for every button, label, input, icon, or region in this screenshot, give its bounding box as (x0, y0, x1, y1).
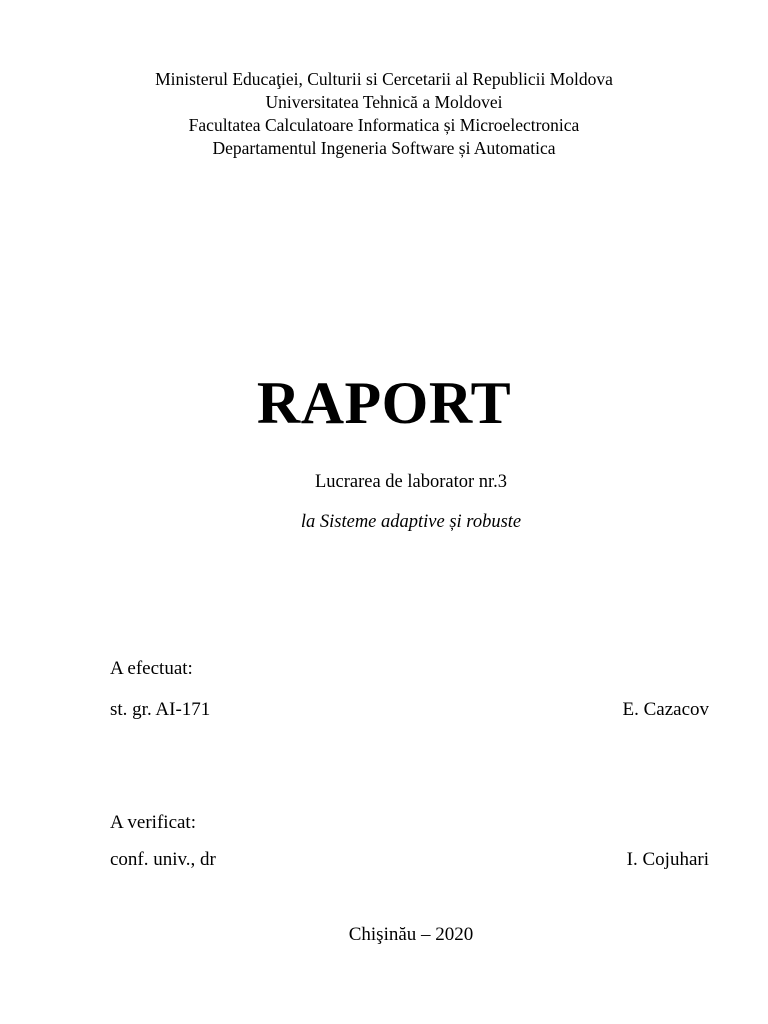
institution-header (0, 68, 768, 160)
faculty-line: Facultatea Calculatoare Informatica și Microelectronica (188, 115, 580, 135)
verified-name: I. Cojuhari (626, 849, 709, 870)
verified-role: conf. univ., dr (110, 849, 216, 870)
verified-label: A verificat: (110, 812, 196, 833)
ministry-line: Ministerul Educaţiei, Culturii si Cercetarii al Republicii Moldova (155, 69, 613, 89)
place-date-footer: Chişinău – 2020 (348, 924, 474, 945)
lab-work-subtitle: Lucrarea de laborator nr.3 (314, 472, 508, 492)
department-line: Departamentul Ingeneria Software și Automatica (212, 138, 556, 158)
university-line: Universitatea Tehnică a Moldovei (265, 92, 503, 112)
document-title: RAPORT (256, 370, 512, 436)
performed-role: st. gr. AI-171 (110, 699, 211, 720)
performed-label: A efectuat: (110, 658, 193, 679)
course-name: la Sisteme adaptive și robuste (300, 512, 522, 532)
performed-name: E. Cazacov (622, 699, 709, 720)
